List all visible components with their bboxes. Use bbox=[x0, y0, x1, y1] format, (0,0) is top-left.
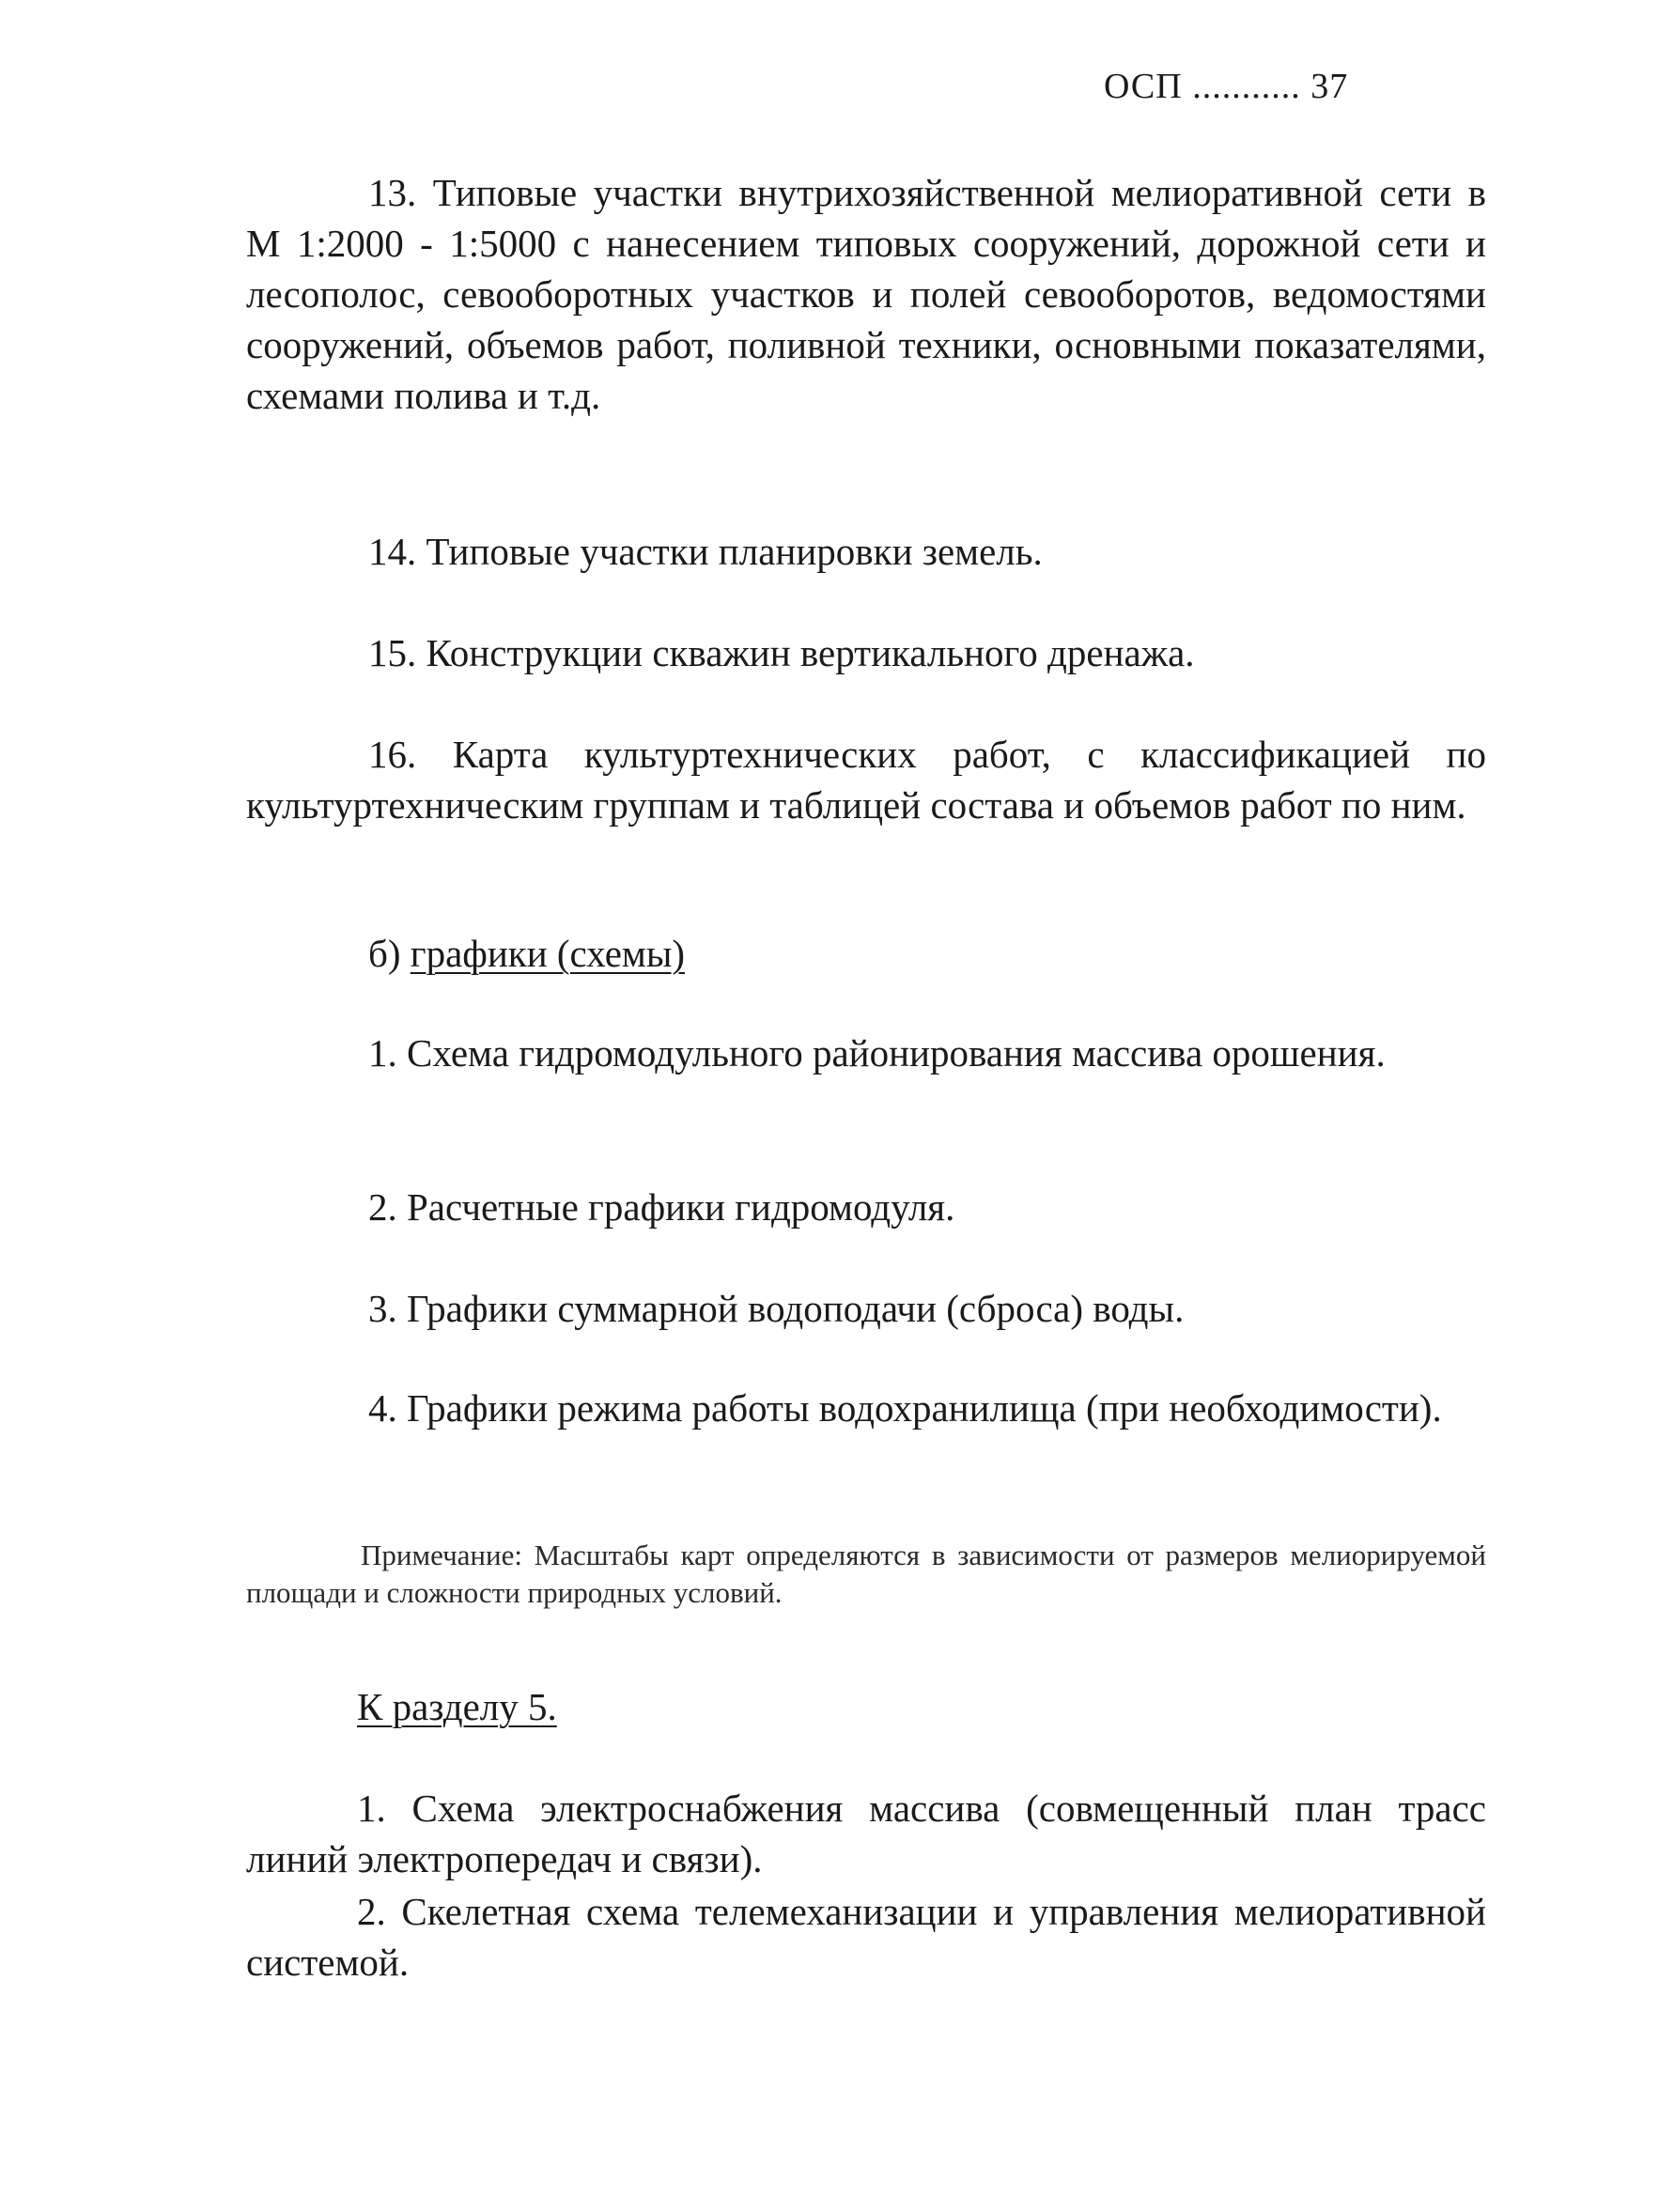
page-header bbox=[1104, 66, 1498, 107]
item-15: 15. Конструкции скважин вертикального дренажа. bbox=[368, 631, 1195, 674]
item-14: 14. Типовые участки планировки земель. bbox=[368, 530, 1043, 573]
graph-item-2: 2. Расчетные графики гидромодуля. bbox=[368, 1185, 955, 1229]
section-5-item-1: 1. Схема электроснабжения массива (совмещенный план трасс линий электропередач и связи). bbox=[246, 1787, 1486, 1880]
graph-item-4: 4. Графики режима работы водохранилища (при необходимости). bbox=[368, 1386, 1442, 1430]
graphs-heading-title: графики (схемы) bbox=[410, 932, 686, 975]
graph-item-3: 3. Графики суммарной водоподачи (сброса) воды. bbox=[368, 1287, 1185, 1330]
item-13: 13. Типовые участки внутрихозяйственной мелиоративной сети в М 1:2000 - 1:5000 с нанесением типовых сооружений, дорожной сети и лесополос, севооборотных участков и полей севооборотов, ведомостями сооружений, объемов работ, поливной техники, основными показателями, схемами полива и т.д. bbox=[246, 171, 1486, 417]
item-16: 16. Карта культуртехнических работ, с классификацией по культуртехническим группам и таблицей состава и объемов работ по ним. bbox=[246, 733, 1486, 827]
section-5-heading: К разделу 5. bbox=[357, 1685, 557, 1728]
note: Примечание: Масштабы карт определяются в зависимости от размеров мелиорируемой площади и сложности природных условий. bbox=[246, 1539, 1486, 1609]
graphs-heading-prefix: б) bbox=[368, 932, 411, 975]
graphs-heading bbox=[246, 928, 1486, 979]
graph-item-1: 1. Схема гидромодульного районирования массива орошения. bbox=[368, 1031, 1386, 1075]
section-5-item-2: 2. Скелетная схема телемеханизации и управления мелиоративной системой. bbox=[246, 1890, 1486, 1984]
page-header-label: ОСП ........... 37 bbox=[1104, 67, 1349, 106]
